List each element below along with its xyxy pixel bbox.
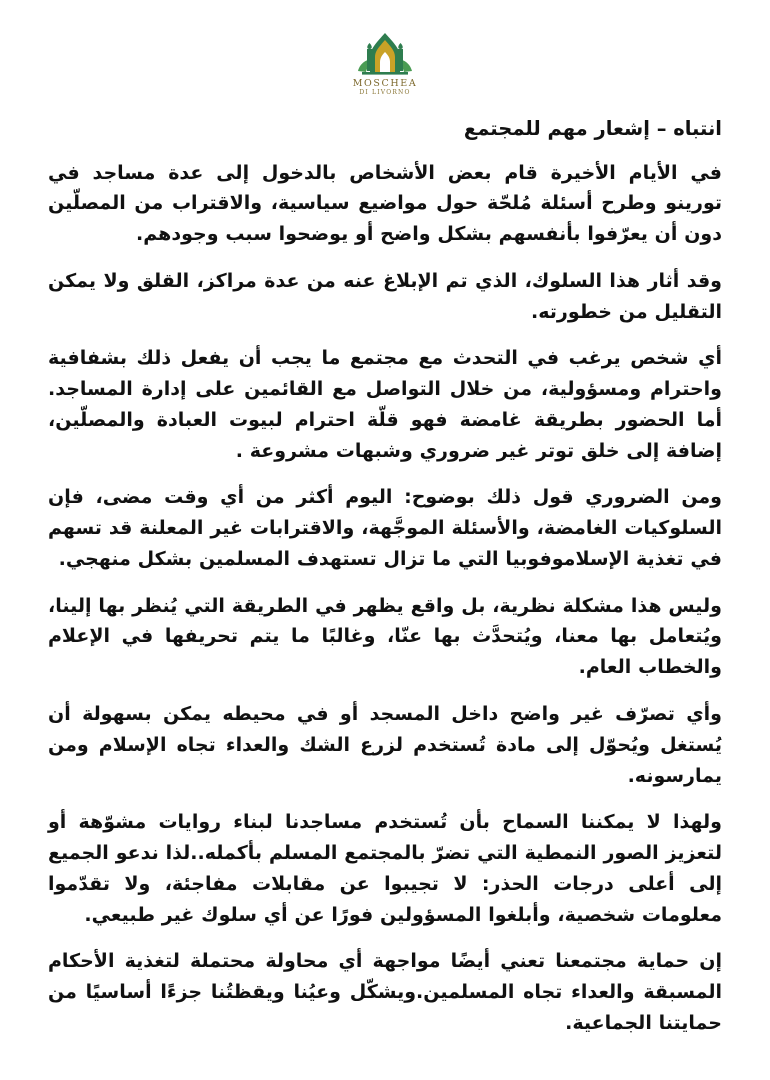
- notice-paragraph-5: وليس هذا مشكلة نظرية، بل واقع يظهر في الطريقة التي يُنظر بها إلينا، ويُتعامل بها معنا، ويُتحدَّث بها عنّا، وغالبًا ما يتم تحريفها في الإعلام والخطاب العام.: [48, 594, 722, 679]
- notice-paragraph-6: وأي تصرّف غير واضح داخل المسجد أو في محيطه يمكن بسهولة أن يُستغل ويُحوّل إلى مادة تُستخدم لزرع الشك والعداء تجاه الإسلام ومن يمارسونه.: [48, 703, 722, 787]
- notice-paragraph-7: ولهذا لا يمكننا السماح بأن تُستخدم مساجدنا لبناء روايات مشوّهة أو لتعزيز الصور النمطية التي تضرّ بالمجتمع المسلم بأكمله..لذا ندعو الجميع إلى أعلى درجات الحذر: لا تجيبوا عن مقابلات مفاجئة، ولا تقدّموا معلومات شخصية، وأبلغوا المسؤولين فورًا عن أي سلوك غير طبيعي.: [48, 811, 722, 926]
- notice-body: [0, 114, 770, 1038]
- logo-name: MOSCHEA: [352, 78, 418, 89]
- organization-logo: [0, 0, 770, 96]
- notice-paragraph-2: وقد أثار هذا السلوك، الذي تم الإبلاغ عنه من عدة مراكز، القلق ولا يمكن التقليل من خطورته.: [48, 269, 722, 323]
- page-title: انتباه – إشعار مهم للمجتمع: [463, 117, 722, 141]
- notice-paragraph-1: في الأيام الأخيرة قام بعض الأشخاص بالدخول إلى عدة مساجد في تورينو وطرح أسئلة مُلحّة حول مواضيع سياسية، والاقتراب من المصلّين دون أن يعرّفوا بأنفسهم بشكل واضح أو يوضحوا سبب وجودهم.: [48, 161, 722, 246]
- notice-paragraph-4: ومن الضروري قول ذلك بوضوح: اليوم أكثر من أي وقت مضى، فإن السلوكيات الغامضة، والأسئلة الموجَّهة، والاقترابات غير المعلنة قد تسهم في تغذية الإسلاموفوبيا التي ما تزال تستهدف المسلمين بشكل منهجي.: [48, 486, 722, 570]
- mosque-icon: [354, 31, 416, 77]
- logo-subtitle: DI LIVORNO: [359, 88, 411, 96]
- notice-paragraph-8: إن حماية مجتمعنا تعني أيضًا مواجهة أي محاولة محتملة لتغذية الأحكام المسبقة والعداء تجاه المسلمين.ويشكّل وعيُنا ويقظتُنا جزءًا أساسيًا من حمايتنا الجماعية.: [48, 950, 722, 1034]
- logo-wordmark: [353, 79, 418, 96]
- notice-paragraph-3: أي شخص يرغب في التحدث مع مجتمع ما يجب أن يفعل ذلك بشفافية واحترام ومسؤولية، من خلال التواصل مع القائمين على إدارة المساجد. أما الحضور بطريقة غامضة فهو قلّة احترام لبيوت العبادة والمصلّين، إضافة إلى خلق توتر غير ضروري وشبهات مشروعة .: [48, 347, 722, 462]
